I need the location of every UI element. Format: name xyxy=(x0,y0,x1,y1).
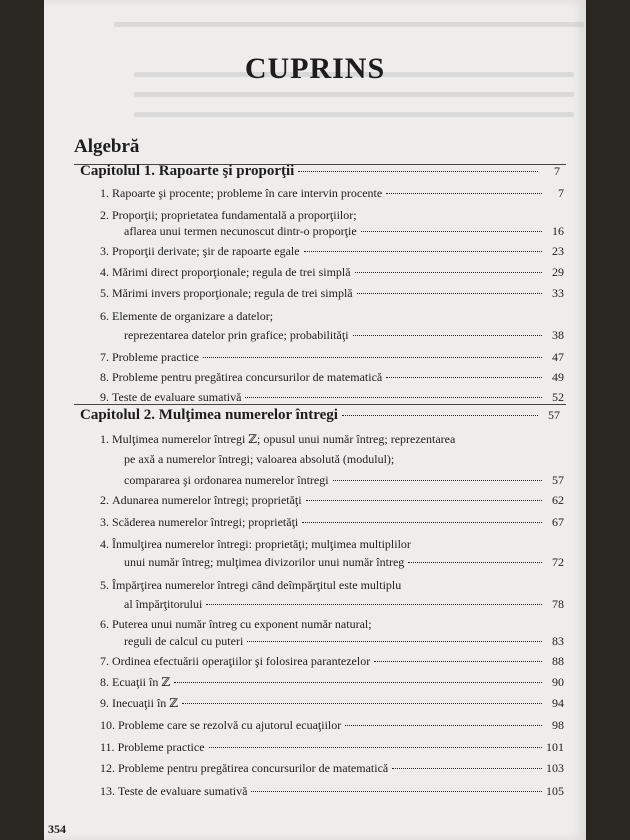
entry-number: 10. xyxy=(100,718,115,732)
entry-number: 3. xyxy=(100,515,109,529)
entry-label: Inecuaţii în ℤ xyxy=(112,696,179,710)
leader-dots xyxy=(386,377,542,378)
entry-label: Elemente de organizare a datelor; xyxy=(112,309,274,323)
page-number: 101 xyxy=(546,740,564,754)
toc-entry[interactable] xyxy=(100,286,564,301)
chapter-label: Capitolul 1. Rapoarte şi proporţii xyxy=(80,163,295,179)
toc-entry[interactable] xyxy=(100,186,564,201)
page-number: 38 xyxy=(552,328,564,342)
leader-dots xyxy=(408,562,542,563)
leader-dots xyxy=(203,357,542,358)
entry-label: unui număr întreg; mulţimea divizorilor unui număr întreg xyxy=(124,555,405,569)
toc-entry[interactable] xyxy=(100,244,564,259)
entry-label: reguli de calcul cu puteri xyxy=(124,634,244,648)
page-number: 105 xyxy=(546,784,564,798)
entry-number: 2. xyxy=(100,493,109,507)
leader-dots xyxy=(355,272,542,273)
entry-label: Mărimi direct proporţionale; regula de trei simplă xyxy=(112,265,351,279)
toc-entry[interactable] xyxy=(100,718,564,733)
leader-dots xyxy=(357,293,542,294)
page-number: 67 xyxy=(552,515,564,529)
entry-label: pe axă a numerelor întregi; valoarea absolută (modulul); xyxy=(124,452,395,466)
leader-dots xyxy=(302,522,542,523)
toc-entry-continued[interactable] xyxy=(124,555,564,570)
entry-number: 4. xyxy=(100,537,109,551)
toc-entry[interactable] xyxy=(100,309,564,324)
entry-label: Scăderea numerelor întregi; proprietăţi xyxy=(112,515,299,529)
chapter-heading[interactable] xyxy=(80,407,560,424)
entry-label: Ordinea efectuării operaţiilor şi folosirea parantezelor xyxy=(112,654,371,668)
page-number: 57 xyxy=(548,408,560,422)
entry-label: Înmulţirea numerelor întregi: proprietăţi; mulţimea multiplilor xyxy=(112,537,411,551)
leader-dots xyxy=(247,641,542,642)
page-number: 90 xyxy=(552,675,564,689)
page-number: 7 xyxy=(558,186,564,200)
leader-dots xyxy=(342,415,538,416)
entry-label: Probleme pentru pregătirea concursurilor de matematică xyxy=(112,370,383,384)
entry-label: Puterea unui număr întreg cu exponent număr natural; xyxy=(112,617,372,631)
page-number: 103 xyxy=(546,761,564,775)
entry-number: 11. xyxy=(100,740,115,754)
entry-number: 6. xyxy=(100,617,109,631)
toc-entry[interactable] xyxy=(100,493,564,508)
toc-entry[interactable] xyxy=(100,208,564,223)
toc-entry[interactable] xyxy=(100,432,564,447)
entry-label: Mulţimea numerelor întregi ℤ; opusul unui număr întreg; reprezentarea xyxy=(112,432,456,446)
entry-label: Probleme pentru pregătirea concursurilor de matematică xyxy=(118,761,389,775)
toc-entry-continued[interactable] xyxy=(124,224,564,239)
toc-entry-continued[interactable] xyxy=(124,597,564,612)
entry-number: 9. xyxy=(100,696,109,710)
entry-number: 8. xyxy=(100,675,109,689)
leader-dots xyxy=(392,768,542,769)
page-number: 98 xyxy=(552,718,564,732)
entry-label: compararea şi ordonarea numerelor întregi xyxy=(124,473,329,487)
entry-label: Ecuaţii în ℤ xyxy=(112,675,171,689)
leader-dots xyxy=(182,703,542,704)
toc-entry[interactable] xyxy=(100,350,564,365)
entry-number: 1. xyxy=(100,432,109,446)
entry-number: 4. xyxy=(100,265,109,279)
page-number: 49 xyxy=(552,370,564,384)
toc-entry[interactable] xyxy=(100,696,564,711)
toc-page xyxy=(44,0,586,840)
leader-dots xyxy=(304,251,542,252)
page-number: 83 xyxy=(552,634,564,648)
page-folio: 354 xyxy=(48,822,66,836)
toc-entry[interactable] xyxy=(100,265,564,280)
entry-number: 13. xyxy=(100,784,115,798)
page-number: 57 xyxy=(552,473,564,487)
entry-number: 7. xyxy=(100,350,109,364)
entry-label: Teste de evaluare sumativă xyxy=(118,784,248,798)
entry-number: 9. xyxy=(100,390,109,404)
toc-entry[interactable] xyxy=(100,370,564,385)
toc-entry[interactable] xyxy=(100,537,564,552)
entry-label: Probleme practice xyxy=(117,740,205,754)
page-number: 47 xyxy=(552,350,564,364)
toc-entry[interactable] xyxy=(100,617,564,632)
leader-dots xyxy=(386,193,542,194)
leader-dots xyxy=(251,791,542,792)
page-number: 16 xyxy=(552,224,564,238)
page-number: 7 xyxy=(554,164,560,178)
toc-entry[interactable] xyxy=(100,515,564,530)
toc-entry-continued[interactable] xyxy=(124,634,564,649)
leader-dots xyxy=(174,682,542,683)
entry-number: 12. xyxy=(100,761,115,775)
toc-entry[interactable] xyxy=(100,740,564,755)
entry-label: Împărţirea numerelor întregi când deîmpărţitul este multiplu xyxy=(112,578,402,592)
toc-entry[interactable] xyxy=(100,390,564,405)
section-heading: Algebră xyxy=(74,136,140,157)
page-number: 94 xyxy=(552,696,564,710)
entry-label: Probleme care se rezolvă cu ajutorul ecuaţiilor xyxy=(118,718,342,732)
entry-number: 5. xyxy=(100,286,109,300)
toc-entry[interactable] xyxy=(100,675,564,690)
entry-label: Proporţii derivate; şir de rapoarte egale xyxy=(112,244,300,258)
leader-dots xyxy=(298,171,538,172)
entry-label: Adunarea numerelor întregi; proprietăţi xyxy=(112,493,302,507)
leader-dots xyxy=(306,500,542,501)
divider xyxy=(74,404,566,405)
leader-dots xyxy=(353,335,542,336)
leader-dots xyxy=(374,661,542,662)
page-number: 23 xyxy=(552,244,564,258)
entry-number: 8. xyxy=(100,370,109,384)
page-number: 62 xyxy=(552,493,564,507)
bleed-through-line xyxy=(134,92,574,97)
toc-entry-continued[interactable] xyxy=(124,328,564,343)
entry-label: reprezentarea datelor prin grafice; probabilităţi xyxy=(124,328,349,342)
leader-dots xyxy=(345,725,542,726)
leader-dots xyxy=(209,747,542,748)
leader-dots xyxy=(206,604,542,605)
leader-dots xyxy=(245,397,542,398)
bleed-through-line xyxy=(134,112,574,117)
page-number: 29 xyxy=(552,265,564,279)
entry-number: 2. xyxy=(100,208,109,222)
toc-entry[interactable] xyxy=(100,578,564,593)
chapter-heading[interactable] xyxy=(80,163,560,180)
entry-number: 3. xyxy=(100,244,109,258)
page-number: 78 xyxy=(552,597,564,611)
leader-dots xyxy=(361,231,542,232)
toc-entry-continued[interactable] xyxy=(124,473,564,488)
entry-label: aflarea unui termen necunoscut dintr-o proporţie xyxy=(124,224,357,238)
entry-label: Teste de evaluare sumativă xyxy=(112,390,242,404)
bleed-through-line xyxy=(114,22,584,27)
toc-entry-continued[interactable] xyxy=(124,452,564,467)
toc-entry[interactable] xyxy=(100,761,564,776)
entry-number: 5. xyxy=(100,578,109,592)
entry-label: Probleme practice xyxy=(112,350,199,364)
toc-entry[interactable] xyxy=(100,654,564,669)
entry-number: 1. xyxy=(100,186,109,200)
leader-dots xyxy=(333,480,542,481)
entry-label: Proporţii; proprietatea fundamentală a proporţiilor; xyxy=(112,208,357,222)
entry-label: Rapoarte şi procente; probleme în care intervin procente xyxy=(112,186,383,200)
toc-entry[interactable] xyxy=(100,784,564,799)
page-number: 52 xyxy=(552,390,564,404)
page-number: 88 xyxy=(552,654,564,668)
entry-label: Mărimi invers proporţionale; regula de trei simplă xyxy=(112,286,353,300)
page-number: 72 xyxy=(552,555,564,569)
entry-number: 7. xyxy=(100,654,109,668)
page-number: 33 xyxy=(552,286,564,300)
chapter-label: Capitolul 2. Mulţimea numerelor întregi xyxy=(80,407,338,423)
entry-label: al împărţitorului xyxy=(124,597,203,611)
page-title: CUPRINS xyxy=(244,52,386,85)
entry-number: 6. xyxy=(100,309,109,323)
